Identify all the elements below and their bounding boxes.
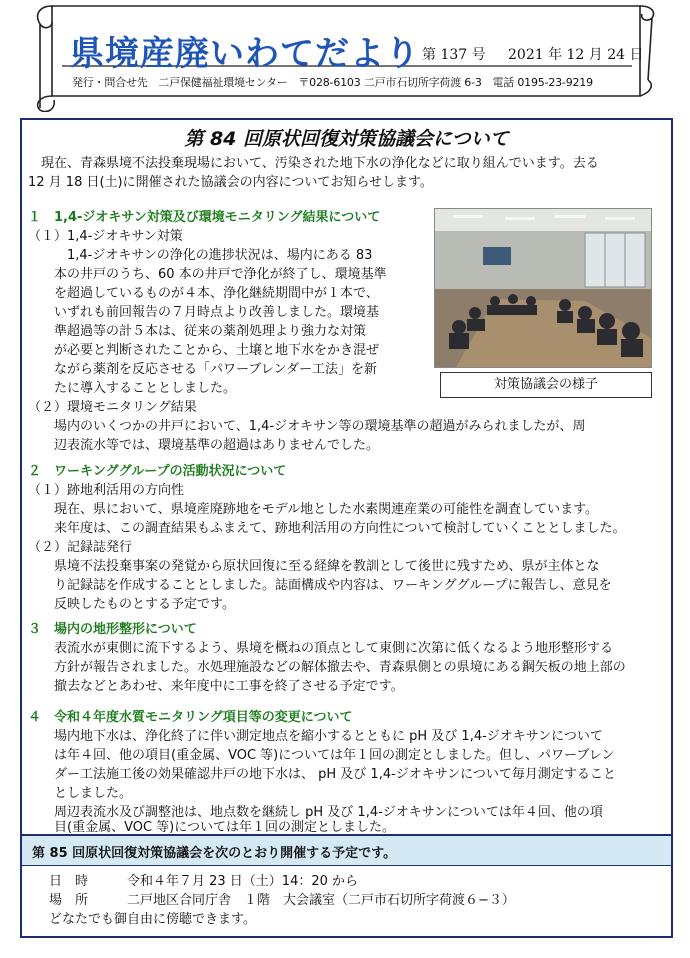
newsletter-header xyxy=(0,0,690,110)
notice-band xyxy=(22,836,671,866)
section-1-line: 本の井戸のうち、60 本の井戸で浄化が終了し、環境基準 xyxy=(28,267,387,282)
publisher-info: 発行・問合せ先 二戸保健福祉環境センター 〒028-6103 二戸市石切所字荷渡 6-3 電話 0195-23-9219 xyxy=(72,76,593,89)
section-4-line: 目(重金属、VOC 等)については年１回の測定としました。 xyxy=(28,820,395,835)
intro-line: 12 月 18 日(土)に開催された協議会の内容についてお知らせします。 xyxy=(28,175,433,190)
section-2-line: り記録誌を作成することとしました。誌面構成や内容は、ワーキンググループに報告し、意見を xyxy=(28,578,612,593)
section-2-line: 県境不法投棄事案の発覚から原状回復に至る経緯を教訓として後世に残すため、県が主体とな xyxy=(28,559,600,574)
section-3-heading: ３ 場内の地形整形について xyxy=(28,622,197,637)
section-4-line: 場内地下水は、浄化終了に伴い測定地点を縮小するとともに pH 及び 1,4-ジオキサンについて xyxy=(28,729,603,744)
issue-date: 2021 年 12 月 24 日 xyxy=(508,47,644,63)
section-2-line: 反映したものとする予定です。 xyxy=(28,597,235,612)
section-3-line: 撤去などとあわせ、来年度中に工事を終了させる予定です。 xyxy=(28,679,404,694)
notice-heading: 第 85 回原状回復対策協議会を次のとおり開催する予定です。 xyxy=(32,846,397,861)
section-2-line: （１）跡地利活用の方向性 xyxy=(28,483,185,498)
meeting-room-image xyxy=(435,209,652,368)
section-2-line: （２）記録誌発行 xyxy=(28,540,133,555)
issue-number: 第 137 号 xyxy=(422,47,486,63)
article-title: 第 84 回原状回復対策協議会について xyxy=(184,128,509,150)
section-1-line: 準超過等の計５本は、従来の薬剤処理より強力な対策 xyxy=(28,324,367,339)
section-2-line: 現在、県において、県境産廃跡地をモデル地とした水素関連産業の可能性を調査しています。 xyxy=(28,502,599,517)
article-box xyxy=(20,118,673,836)
section-1-line: が必要と判断されたことから、土壌と地下水をかき混ぜ xyxy=(28,343,380,358)
section-1-line: たに導入することとしました。 xyxy=(28,381,237,396)
photo-caption: 対策協議会の様子 xyxy=(440,372,652,398)
section-1-line: 1,4-ジオキサンの浄化の進捗状況は、場内にある 83 xyxy=(28,248,373,263)
intro-line: 現在、青森県境不法投棄現場において、汚染された地下水の浄化などに取り組んでいます。去る xyxy=(28,156,599,171)
section-1-line: 場内のいくつかの井戸において、1,4-ジオキサン等の環境基準の超過がみられましたが、周 xyxy=(28,419,586,434)
section-4-heading: ４ 令和４年度水質モニタリング項目等の変更について xyxy=(28,710,353,725)
section-1-line: （２）環境モニタリング結果 xyxy=(28,400,197,415)
section-1-heading: １ 1,4-ジオキサン対策及び環境モニタリング結果について xyxy=(28,210,381,225)
section-2-line: 来年度は、この調査結果もふまえて、跡地利活用の方向性について検討していくこととしました。 xyxy=(28,521,626,536)
next-meeting-notice xyxy=(20,836,673,938)
section-3-line: 方針が報告されました。水処理施設などの解体撤去や、青森県側との県境にある鋼矢板の地上部の xyxy=(28,660,626,675)
section-3-line: 表流水が東側に流下するよう、県境を概ねの頂点として東側に次第に低くなるよう地形整形する xyxy=(28,641,614,656)
meeting-photo xyxy=(434,208,652,368)
newsletter-title: 県境産廃いわてだより xyxy=(70,34,420,74)
section-4-line: は年４回、他の項目(重金属、VOC 等)については年１回の測定としました。但し、パワーブレン xyxy=(28,748,615,763)
section-1-line: ながら薬剤を反応させる「パワーブレンダー工法」を新 xyxy=(28,362,377,377)
section-4-line: 周辺表流水及び調整池は、地点数を継続し pH 及び 1,4-ジオキサンについては年４回、他の項 xyxy=(28,805,603,820)
section-1-line: 辺表流水等では、環境基準の超過はありませんでした。 xyxy=(28,438,380,453)
notice-date-line: 日 時 令和４年７月 23 日（土）14：20 から xyxy=(36,874,359,889)
notice-open-line: どなたでも御自由に傍聴できます。 xyxy=(36,912,256,927)
section-4-line: ダー工法施工後の効果確認井戸の地下水は、 pH 及び 1,4-ジオキサンについて毎月測定すること xyxy=(28,767,616,782)
notice-venue-line: 場 所 二戸地区合同庁舎 １階 大会議室（二戸市石切所字荷渡６−３） xyxy=(36,893,515,908)
section-4-line: としました。 xyxy=(28,786,133,801)
section-2-heading: ２ ワーキンググループの活動状況について xyxy=(28,464,287,479)
section-1-line: を超過しているものが４本、浄化継続期間中が１本で、 xyxy=(28,286,379,301)
section-1-line: （１）1,4-ジオキサン対策 xyxy=(28,229,183,244)
section-1-line: いずれも前回報告の７月時点より改善しました。環境基 xyxy=(28,305,380,320)
